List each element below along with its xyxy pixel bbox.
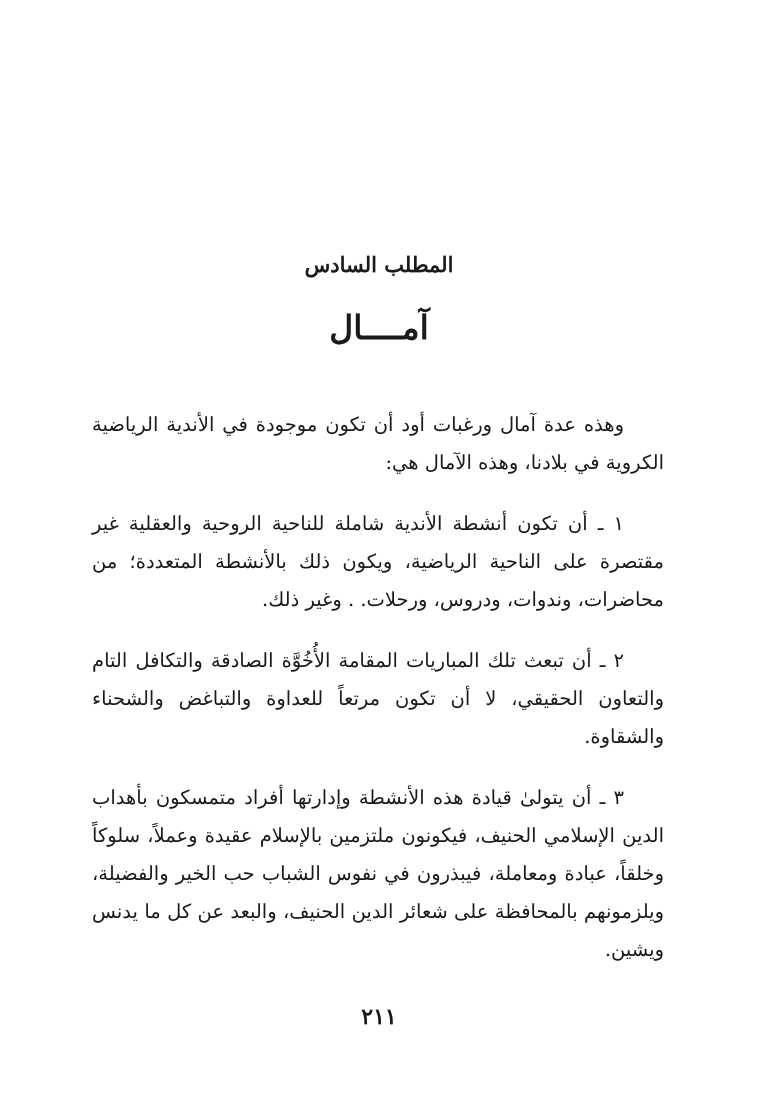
list-item-3: ٣ ـ أن يتولىٰ قيادة هذه الأنشطة وإدارتها أفراد متمسكون بأهداب الدين الإسلامي الحنيف، فيكونون ملتزمين بالإسلام عقيدة وعملاً، سلوكاً وخلقاً، عبادة ومعاملة، فيبذرون في نفوس الشباب حب الخير والفضيلة، ويلزمونهم بالمحافظة على شعائر الدين الحنيف، والبعد عن كل ما يدنس ويشين. (92, 786, 664, 961)
list-item-2: ٢ ـ أن تبعث تلك المباريات المقامة الأُخُوَّة الصادقة والتكافل التام والتعاون الحقيقي، لا أن تكون مرتعاً للعداوة والتباغض والشحناء والشقاوة. (92, 649, 664, 748)
intro-paragraph: وهذه عدة آمال ورغبات أود أن تكون موجودة في الأندية الرياضية الكروية في بلادنا، وهذه الآمال هي: (92, 413, 664, 474)
section-title: آمــــال (329, 308, 429, 347)
section-subtitle: المطلب السادس (304, 252, 454, 277)
page-number: ٢١١ (361, 1004, 397, 1030)
page-body (92, 406, 664, 992)
list-item-1: ١ ـ أن تكون أنشطة الأندية شاملة للناحية الروحية والعقلية غير مقتصرة على الناحية الرياضية، ويكون ذلك بالأنشطة المتعددة؛ من محاضرات، وندوات، ودروس، ورحلات. . وغير ذلك. (92, 512, 664, 611)
